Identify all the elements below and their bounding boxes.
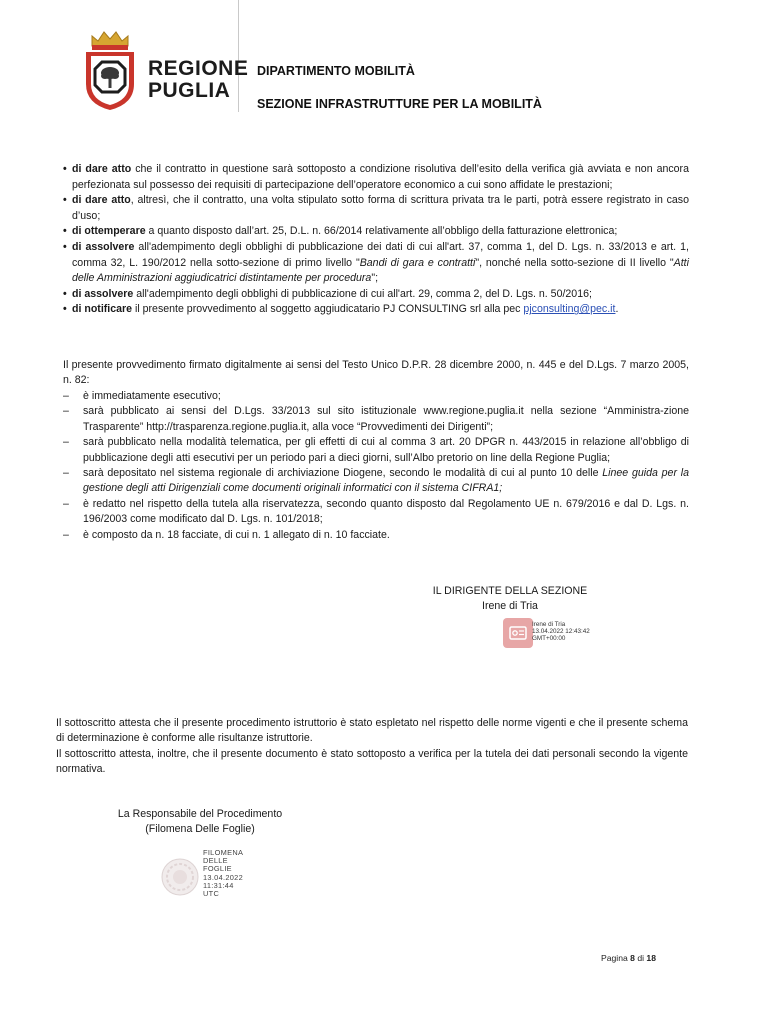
page-number: Pagina 8 di 18 (601, 953, 656, 963)
procedure-manager-name: (Filomena Delle Foglie) (145, 823, 255, 835)
intro-paragraph: Il presente provvedimento firmato digitalmente ai sensi del Testo Unico D.P.R. 28 dicembre 2000, n. 445 e del D.Lgs. 7 marzo 2005, n. 82: (63, 359, 689, 387)
list-item: – sarà depositato nel sistema regionale di archiviazione Diogene, secondo le modalità di cui al punto 10 delle Linee guida per la gestione degli atti Dirigenziali come documenti originali informatici con il sistema CIFRA1; (63, 466, 689, 497)
list-item: – sarà pubblicato ai sensi del D.Lgs. 33/2013 sul sito istituzionale www.regione.puglia.it nella sezione “Amministra-zione Trasparente” http://trasparenza.regione.puglia.it, alla voce “Provvedimenti dei Dirigenti”; (63, 404, 689, 435)
signer-name: Irene di Tria (482, 600, 538, 612)
regione-puglia-wordmark: REGIONE PUGLIA (148, 57, 249, 102)
list-item: • di notificare il presente provvedimento al soggetto aggiudicatario PJ CONSULTING srl alla pec pjconsulting@pec.it. (63, 302, 689, 318)
regione-puglia-crest-icon (80, 26, 140, 112)
list-item: – sarà pubblicato nella modalità telematica, per gli effetti di cui al comma 3 art. 20 DPGR n. 443/2015 in relazione all’obbligo di pubblicazione degli atti esecutivi per un periodo pari a dieci giorni, sull’Albo pretorio on line della Regione Puglia; (63, 435, 689, 466)
list-item: • di dare atto che il contratto in questione sarà sottoposto a condizione risolutiva dell’esito della verifica già avviata e non ancora perfezionata sul possesso dei requisiti di partecipazione dell’operatore economico a cui sono affidate le prestazioni; (63, 162, 689, 193)
pec-email-link[interactable]: pjconsulting@pec.it (523, 303, 616, 316)
digital-signature-stamp-icon (503, 618, 533, 648)
list-item: • di ottemperare a quanto disposto dall’art. 25, D.L. n. 66/2014 relativamente all’obbligo della fatturazione elettronica; (63, 224, 689, 240)
signer-role: IL DIRIGENTE DELLA SEZIONE (432, 585, 588, 597)
department-title: DIPARTIMENTO MOBILITÀ (257, 64, 415, 78)
attestation-paragraph-2: Il sottoscritto attesta, inoltre, che il presente documento è stato sottoposto a verifica per la tutela dei dati personali secondo la vigente normativa. (56, 748, 688, 776)
provisions-list (63, 389, 689, 543)
list-item: • di dare atto, altresì, che il contratto, una volta stipulato sotto forma di scrittura privata tra le parti, potrà essere registrato in caso d’uso; (63, 193, 689, 224)
list-item: – è redatto nel rispetto della tutela alla riservatezza, secondo quanto disposto dal Regolamento UE n. 679/2016 e dal D. Lgs. n. 196/2003 come modificato dal D. Lgs. n. 101/2018; (63, 497, 689, 528)
section-title: SEZIONE INFRASTRUTTURE PER LA MOBILITÀ (257, 97, 542, 111)
seal-stamp-text: FILOMENA DELLE FOGLIE 13.04.2022 11:31:44 UTC (203, 848, 244, 899)
list-item: – è immediatamente esecutivo; (63, 389, 689, 404)
list-item: • di assolvere all'adempimento degli obblighi di pubblicazione di cui all'art. 29, comma 2, del D. Lgs. n. 50/2016; (63, 287, 689, 303)
procedure-manager-role: La Responsabile del Procedimento (117, 808, 283, 820)
signature-stamp-text: Irene di Tria 13.04.2022 12:43:42 GMT+00:00 (532, 621, 590, 642)
digital-seal-icon (160, 857, 200, 897)
list-item: • di assolvere all'adempimento degli obblighi di pubblicazione dei dati di cui all'art. 37, comma 1, del D. Lgs. n. 33/2013 e art. 1, comma 32, L. 190/2012 nella sotto-sezione di primo livello "Bandi di gara e contratti", nonché nella sotto-sezione di II livello "Atti delle Amministrazioni aggiudicatrici distintamente per procedura"; (63, 240, 689, 287)
list-item: – è composto da n. 18 facciate, di cui n. 1 allegato di n. 10 facciate. (63, 528, 689, 543)
determination-bullets (63, 162, 689, 318)
attestation-paragraph-1: Il sottoscritto attesta che il presente procedimento istruttorio è stato espletato nel rispetto delle norme vigenti e che il presente schema di determinazione è conforme alle risultanze istruttorie. (56, 717, 688, 745)
